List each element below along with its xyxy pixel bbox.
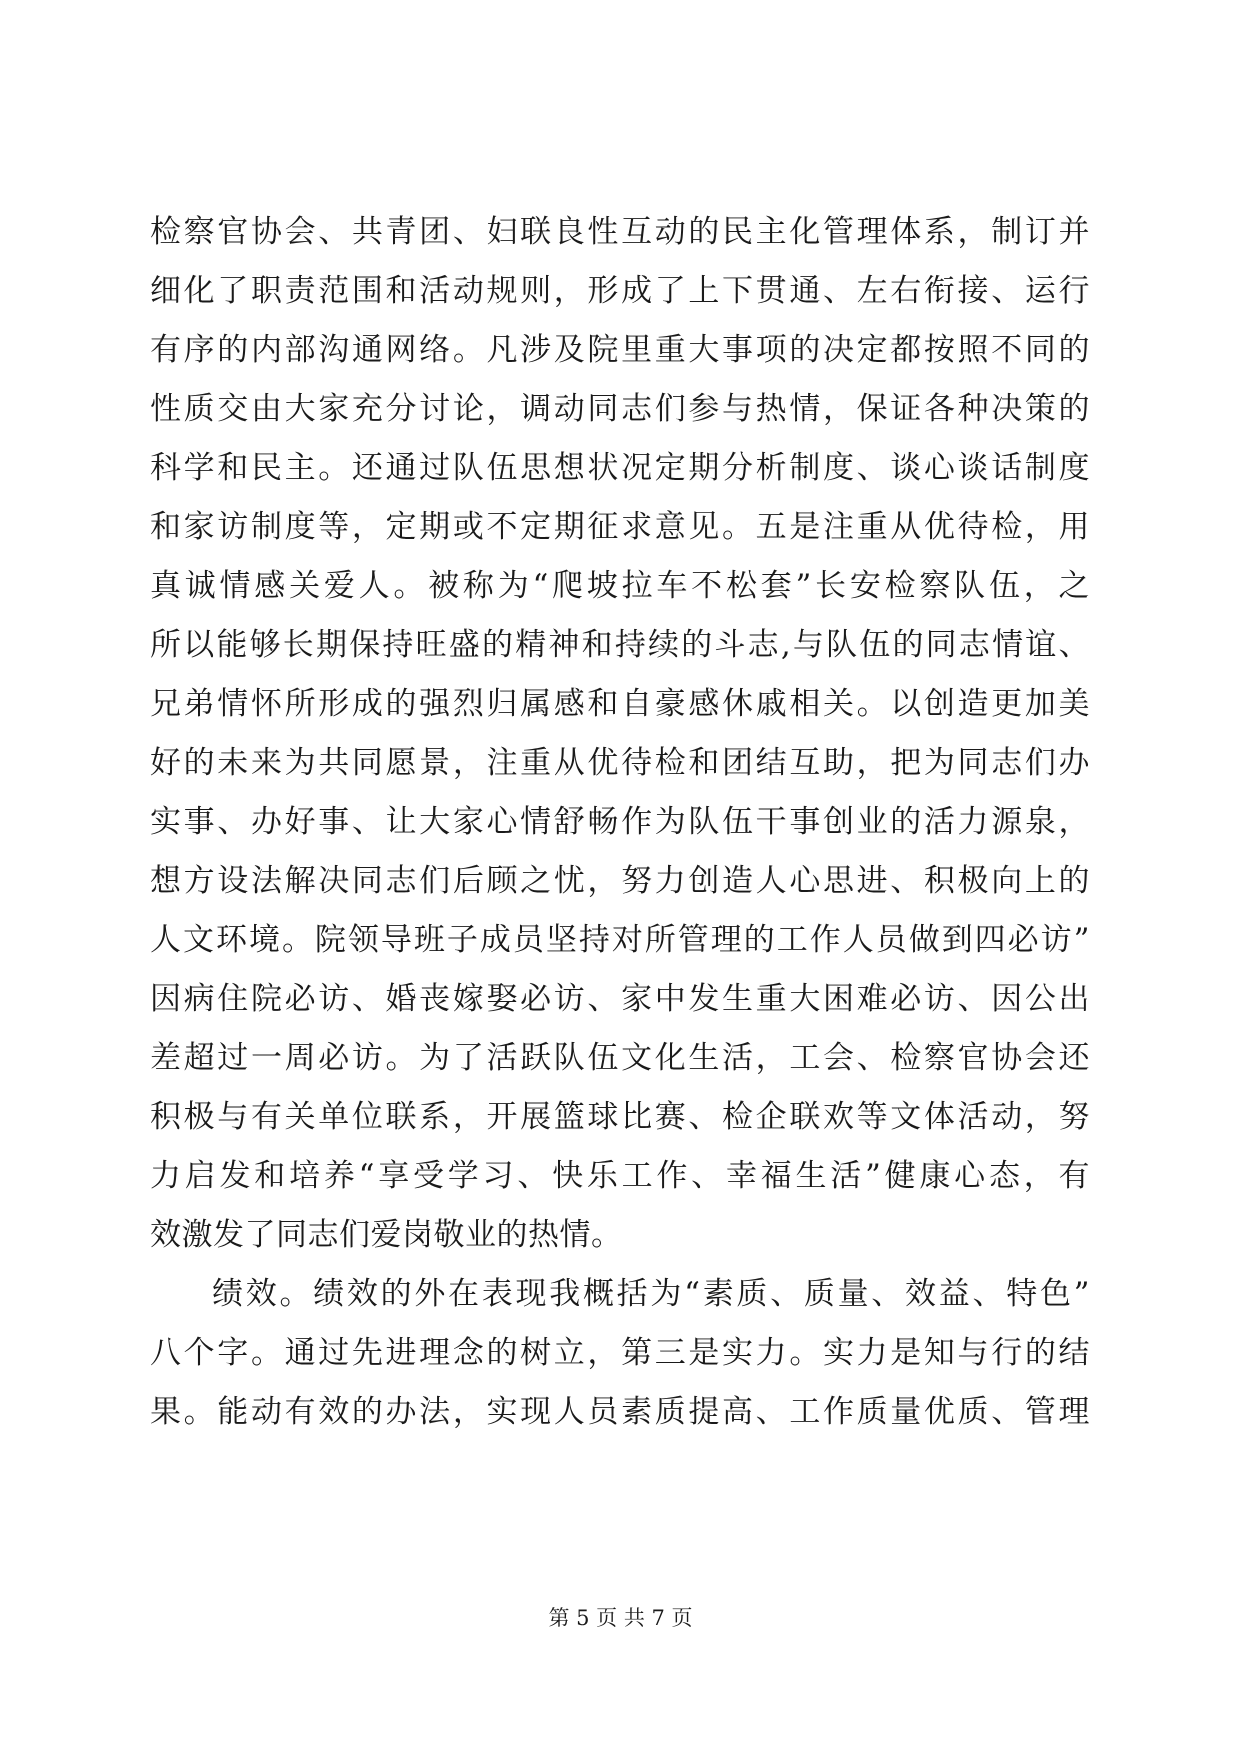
page-number-footer: 第 5 页 共 7 页 <box>548 1606 693 1630</box>
text-line: 积极与有关单位联系，开展篮球比赛、检企联欢等文体活动，努 <box>150 1099 1090 1135</box>
text-line: 因病住院必访、婚丧嫁娶必访、家中发生重大困难必访、因公出 <box>150 981 1090 1017</box>
text-line: 真诚情感关爱人。被称为“爬坡拉车不松套”长安检察队伍，之 <box>150 568 1090 604</box>
text-line: 检察官协会、共青团、妇联良性互动的民主化管理体系，制订并 <box>150 214 1090 250</box>
body-text <box>150 203 1090 1442</box>
text-line: 好的未来为共同愿景，注重从优待检和团结互助，把为同志们办 <box>150 745 1090 781</box>
text-line: 差超过一周必访。为了活跃队伍文化生活，工会、检察官协会还 <box>150 1040 1090 1076</box>
text-line: 所以能够长期保持旺盛的精神和持续的斗志,与队伍的同志情谊、 <box>150 627 1090 663</box>
text-line: 性质交由大家充分讨论，调动同志们参与热情，保证各种决策的 <box>150 391 1090 427</box>
text-line: 力启发和培养“享受学习、快乐工作、幸福生活”健康心态，有 <box>150 1158 1090 1194</box>
text-line: 和家访制度等，定期或不定期征求意见。五是注重从优待检，用 <box>150 509 1090 545</box>
text-line: 细化了职责范围和活动规则，形成了上下贯通、左右衔接、运行 <box>150 273 1090 309</box>
text-line: 人文环境。院领导班子成员坚持对所管理的工作人员做到四必访” <box>150 922 1090 958</box>
text-line: 实事、办好事、让大家心情舒畅作为队伍干事创业的活力源泉， <box>150 804 1090 840</box>
text-line: 兄弟情怀所形成的强烈归属感和自豪感休戚相关。以创造更加美 <box>150 686 1090 722</box>
text-line: 果。能动有效的办法，实现人员素质提高、工作质量优质、管理 <box>150 1394 1090 1430</box>
text-line: 有序的内部沟通网络。凡涉及院里重大事项的决定都按照不同的 <box>150 332 1090 368</box>
paragraph-end-line: 效激发了同志们爱岗敬业的热情。 <box>150 1217 623 1253</box>
text-line: 想方设法解决同志们后顾之忧，努力创造人心思进、积极向上的 <box>150 863 1090 899</box>
text-line: 八个字。通过先进理念的树立，第三是实力。实力是知与行的结 <box>150 1335 1090 1371</box>
paragraph-start-line: 绩效。绩效的外在表现我概括为“素质、质量、效益、特色” <box>212 1276 1090 1312</box>
text-line: 科学和民主。还通过队伍思想状况定期分析制度、谈心谈话制度 <box>150 450 1090 486</box>
